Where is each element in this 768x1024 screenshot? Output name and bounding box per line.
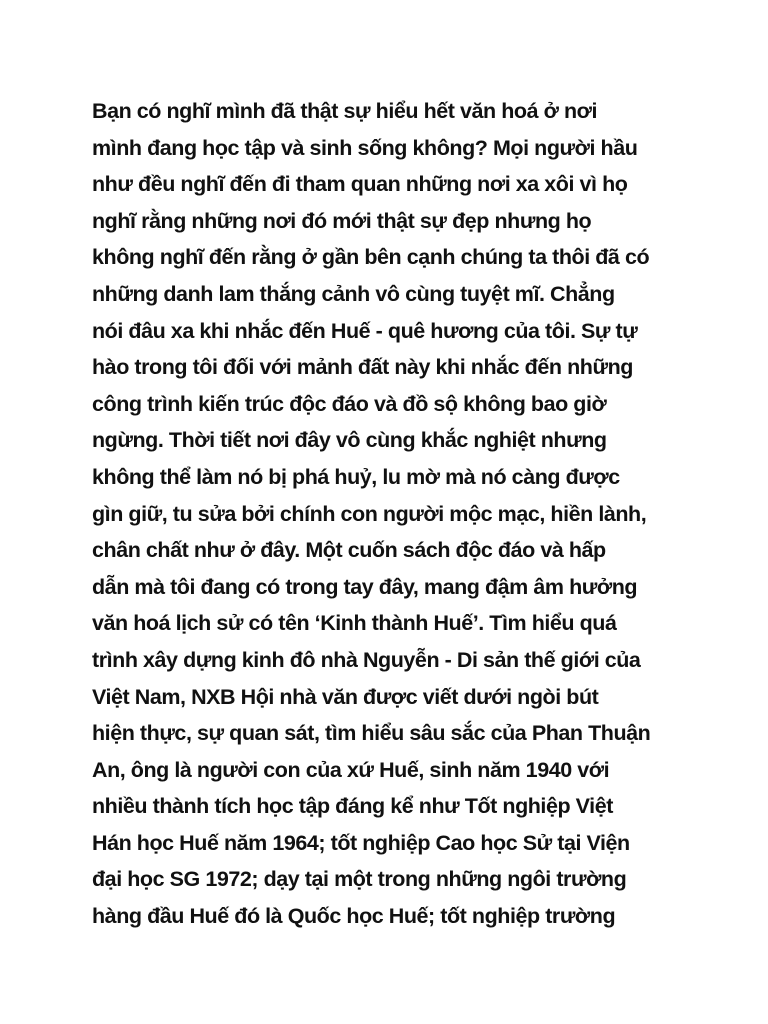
text-line-5: không nghĩ đến rằng ở gần bên cạnh chúng ta thôi đã có (92, 245, 650, 270)
text-line-10: ngừng. Thời tiết nơi đây vô cùng khắc nghiệt nhưng (92, 428, 607, 453)
text-line-1: Bạn có nghĩ mình đã thật sự hiểu hết văn hoá ở nơi (92, 99, 598, 123)
text-line-7: nói đâu xa khi nhắc đến Huế - quê hương của tôi. Sự tự (92, 318, 638, 343)
text-line-23: hàng đầu Huế đó là Quốc học Huế; tốt nghiệp trường (92, 904, 616, 929)
text-line-18: hiện thực, sự quan sát, tìm hiểu sâu sắc của Phan Thuận (92, 721, 651, 746)
text-line-2: mình đang học tập và sinh sống không? Mọi người hầu (92, 135, 638, 160)
text-line-4: nghĩ rằng những nơi đó mới thật sự đẹp nhưng họ (92, 208, 592, 233)
text-line-8: hào trong tôi đối với mảnh đất này khi nhắc đến những (92, 355, 633, 380)
text-line-11: không thể làm nó bị phá huỷ, lu mờ mà nó càng được (92, 464, 620, 489)
text-line-13: chân chất như ở đây. Một cuốn sách độc đáo và hấp (92, 538, 606, 563)
text-line-22: đại học SG 1972; dạy tại một trong những ngôi trường (92, 867, 627, 892)
text-line-12: gìn giữ, tu sửa bởi chính con người mộc mạc, hiền lành, (92, 501, 647, 526)
text-line-16: trình xây dựng kinh đô nhà Nguyễn - Di sản thế giới của (92, 647, 641, 672)
text-line-14: dẫn mà tôi đang có trong tay đây, mang đậm âm hưởng (92, 574, 638, 599)
text-line-20: nhiều thành tích học tập đáng kể như Tốt nghiệp Việt (92, 794, 613, 819)
text-line-3: như đều nghĩ đến đi tham quan những nơi xa xôi vì họ (92, 172, 628, 197)
text-line-15: văn hoá lịch sử có tên ‘Kinh thành Huế’. Tìm hiểu quá (92, 611, 617, 636)
text-line-9: công trình kiến trúc độc đáo và đồ sộ không bao giờ (92, 391, 607, 416)
text-line-17: Việt Nam, NXB Hội nhà văn được viết dưới ngòi bút (92, 684, 599, 709)
body-text (92, 93, 692, 935)
text-line-19: An, ông là người con của xứ Huế, sinh năm 1940 với (92, 757, 610, 782)
text-line-21: Hán học Huế năm 1964; tốt nghiệp Cao học Sử tại Viện (92, 830, 630, 855)
text-line-6: những danh lam thắng cảnh vô cùng tuyệt mĩ. Chẳng (92, 281, 615, 306)
